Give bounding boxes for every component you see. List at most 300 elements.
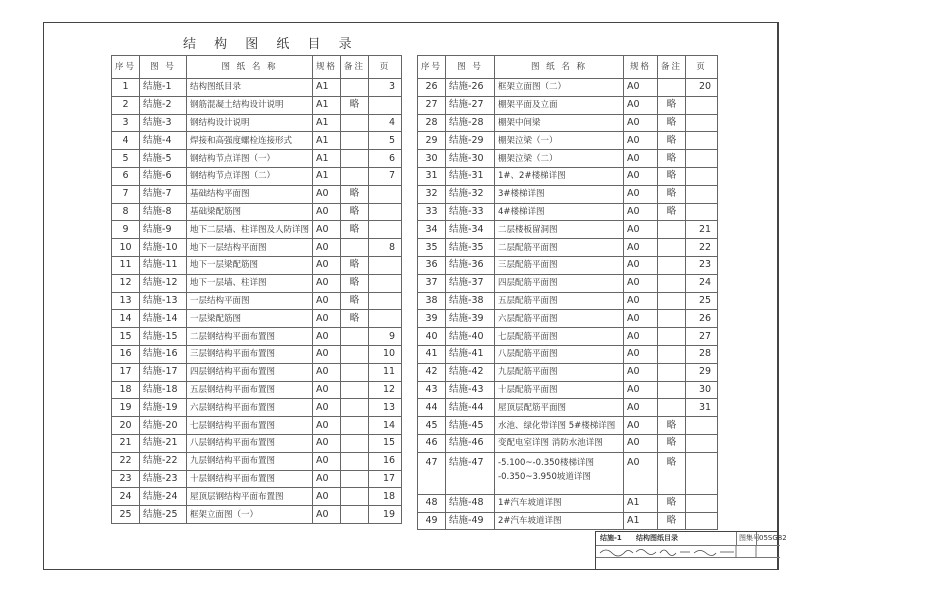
- drawing-name: 1#、2#楼梯详图: [495, 167, 624, 185]
- drawing-name: 屋顶层配筋平面图: [495, 399, 624, 417]
- table-row: [418, 452, 718, 494]
- page-number: 10: [369, 345, 402, 363]
- page-number: 3: [369, 79, 402, 97]
- table-row: [112, 167, 402, 185]
- sheet-size: A1: [313, 114, 341, 132]
- page-number: 14: [369, 417, 402, 435]
- page-number: [686, 494, 718, 512]
- drawing-code: 结施-18: [140, 381, 187, 399]
- row-number: 46: [418, 434, 446, 452]
- table-row: [112, 221, 402, 239]
- page-number: 31: [686, 399, 718, 417]
- row-number: 49: [418, 512, 446, 530]
- page-number: [686, 96, 718, 114]
- drawing-code: 结施-9: [140, 221, 187, 239]
- table-row: [112, 399, 402, 417]
- note: [658, 363, 686, 381]
- row-number: 8: [112, 203, 140, 221]
- table-row: [418, 328, 718, 346]
- drawing-code: 结施-8: [140, 203, 187, 221]
- drawing-name: 四层钢结构平面布置图: [187, 363, 313, 381]
- drawing-code: 结施-13: [140, 292, 187, 310]
- drawing-name: 钢筋混凝土结构设计说明: [187, 96, 313, 114]
- header-no: 序号: [418, 56, 446, 79]
- note: [658, 221, 686, 239]
- drawing-name: 地下一层墙、柱详图: [187, 274, 313, 292]
- drawing-code: 结施-26: [446, 79, 495, 97]
- table-row: [112, 150, 402, 168]
- drawing-name: 地下一层梁配筋图: [187, 256, 313, 274]
- drawing-code: 结施-31: [446, 167, 495, 185]
- note: [341, 434, 369, 452]
- set-number: 05SG82: [759, 534, 787, 542]
- drawing-name: 棚架泣梁（二）: [495, 150, 624, 168]
- drawing-code: 结施-6: [140, 167, 187, 185]
- signature-strip: [596, 545, 780, 557]
- page-number: 4: [369, 114, 402, 132]
- drawing-code: 结施-49: [446, 512, 495, 530]
- sheet-title: 结构图纸目录: [636, 534, 678, 542]
- drawing-name: 地下一层结构平面图: [187, 239, 313, 257]
- drawing-name: 八层配筋平面图: [495, 345, 624, 363]
- drawing-name: 五层配筋平面图: [495, 292, 624, 310]
- drawing-name: 基础梁配筋图: [187, 203, 313, 221]
- row-number: 11: [112, 256, 140, 274]
- sheet-size: A0: [313, 452, 341, 470]
- drawing-name-line1: -5.100~-0.350楼梯详图: [498, 457, 594, 468]
- sheet-size: A1: [624, 494, 658, 512]
- sheet-size: A0: [624, 399, 658, 417]
- table-row: [418, 167, 718, 185]
- note: [341, 363, 369, 381]
- drawing-name: 九层配筋平面图: [495, 363, 624, 381]
- table-row: [112, 292, 402, 310]
- row-number: 39: [418, 310, 446, 328]
- handwritten-signatures: [600, 550, 734, 557]
- table-row: [418, 292, 718, 310]
- row-number: 5: [112, 150, 140, 168]
- drawing-name: 一层梁配筋图: [187, 310, 313, 328]
- drawing-name: 二层配筋平面图: [495, 239, 624, 257]
- page-number: [686, 185, 718, 203]
- sheet-size: A0: [624, 221, 658, 239]
- row-number: 30: [418, 150, 446, 168]
- row-number: 24: [112, 488, 140, 506]
- table-row: [112, 274, 402, 292]
- header-spec: 规格: [313, 56, 341, 79]
- table-header-row: [112, 56, 402, 79]
- drawing-code: 结施-16: [140, 345, 187, 363]
- drawing-name: 钢结构设计说明: [187, 114, 313, 132]
- sheet-size: A0: [624, 452, 658, 494]
- drawing-code: 结施-35: [446, 239, 495, 257]
- title-block-signature-row: [596, 545, 780, 558]
- row-number: 4: [112, 132, 140, 150]
- row-number: 3: [112, 114, 140, 132]
- note: [341, 114, 369, 132]
- page-number: [686, 132, 718, 150]
- note: [341, 381, 369, 399]
- table-row: [112, 328, 402, 346]
- table-body-left: [112, 79, 402, 524]
- sheet-size: A0: [624, 132, 658, 150]
- sheet-size: A0: [624, 203, 658, 221]
- note: 略: [341, 310, 369, 328]
- note: [341, 167, 369, 185]
- header-note: 备注: [341, 56, 369, 79]
- drawing-name: 八层钢结构平面布置图: [187, 434, 313, 452]
- drawing-name: 二层钢结构平面布置图: [187, 328, 313, 346]
- sheet-size: A1: [313, 96, 341, 114]
- note: [658, 239, 686, 257]
- drawing-name: 焊接和高强度螺栓连接形式: [187, 132, 313, 150]
- drawing-code: 结施-37: [446, 274, 495, 292]
- drawing-code: 结施-7: [140, 185, 187, 203]
- sheet-size: A0: [624, 328, 658, 346]
- table-row: [112, 185, 402, 203]
- page-title: 结 构 图 纸 目 录: [183, 37, 359, 52]
- drawing-name: 2#汽车坡道详图: [495, 512, 624, 530]
- sheet-size: A1: [313, 167, 341, 185]
- drawing-name: 二层楼板留洞图: [495, 221, 624, 239]
- note: 略: [658, 96, 686, 114]
- table-row: [112, 132, 402, 150]
- note: 略: [341, 203, 369, 221]
- drawing-code: 结施-17: [140, 363, 187, 381]
- row-number: 14: [112, 310, 140, 328]
- drawing-code: 结施-38: [446, 292, 495, 310]
- row-number: 12: [112, 274, 140, 292]
- note: [341, 470, 369, 488]
- note: [341, 328, 369, 346]
- drawing-name: 屋顶层钢结构平面布置图: [187, 488, 313, 506]
- note: 略: [658, 185, 686, 203]
- sheet-size: A1: [624, 512, 658, 530]
- table-row: [418, 114, 718, 132]
- sheet-size: A0: [313, 417, 341, 435]
- drawing-code: 结施-30: [446, 150, 495, 168]
- row-number: 2: [112, 96, 140, 114]
- drawing-name: 4#楼梯详图: [495, 203, 624, 221]
- drawing-code: 结施-42: [446, 363, 495, 381]
- drawing-code: 结施-47: [446, 452, 495, 494]
- note: [341, 345, 369, 363]
- table-row: [112, 79, 402, 97]
- note: 略: [341, 256, 369, 274]
- drawing-code: 结施-48: [446, 494, 495, 512]
- note: 略: [658, 132, 686, 150]
- page-number: 8: [369, 239, 402, 257]
- drawing-name: 框架立面图（二）: [495, 79, 624, 97]
- index-table-right: [417, 55, 718, 530]
- page-number: 30: [686, 381, 718, 399]
- drawing-name: 七层钢结构平面布置图: [187, 417, 313, 435]
- row-number: 17: [112, 363, 140, 381]
- row-number: 18: [112, 381, 140, 399]
- sheet-size: A0: [313, 274, 341, 292]
- page-number: [369, 203, 402, 221]
- row-number: 44: [418, 399, 446, 417]
- drawing-name: 钢结构节点详图（一）: [187, 150, 313, 168]
- note: [658, 328, 686, 346]
- note: [341, 488, 369, 506]
- page-number: 19: [369, 506, 402, 524]
- sheet-size: A1: [313, 79, 341, 97]
- sheet-size: A0: [313, 434, 341, 452]
- sheet-size: A0: [624, 167, 658, 185]
- row-number: 10: [112, 239, 140, 257]
- row-number: 48: [418, 494, 446, 512]
- drawing-code: 结施-10: [140, 239, 187, 257]
- drawing-code: 结施-24: [140, 488, 187, 506]
- drawing-code: 结施-46: [446, 434, 495, 452]
- table-row: [418, 150, 718, 168]
- drawing-name-line2: -0.350~3.950坡道详图: [498, 471, 591, 482]
- drawing-name: 十层钢结构平面布置图: [187, 470, 313, 488]
- page-number: 7: [369, 167, 402, 185]
- table-row: [418, 345, 718, 363]
- drawing-name: [495, 452, 624, 494]
- drawing-code: 结施-12: [140, 274, 187, 292]
- note: [341, 452, 369, 470]
- note: 略: [658, 167, 686, 185]
- drawing-code: 结施-44: [446, 399, 495, 417]
- drawing-name: 棚架平面及立面: [495, 96, 624, 114]
- table-row: [418, 239, 718, 257]
- page-number: [369, 274, 402, 292]
- drawing-code: 结施-21: [140, 434, 187, 452]
- sheet-size: A0: [313, 239, 341, 257]
- table-row: [112, 434, 402, 452]
- drawing-code: 结施-22: [140, 452, 187, 470]
- row-number: 31: [418, 167, 446, 185]
- sheet-size: A0: [624, 310, 658, 328]
- note: [341, 417, 369, 435]
- drawing-code: 结施-28: [446, 114, 495, 132]
- row-number: 29: [418, 132, 446, 150]
- row-number: 20: [112, 417, 140, 435]
- note: 略: [341, 274, 369, 292]
- row-number: 43: [418, 381, 446, 399]
- sheet-size: A0: [624, 114, 658, 132]
- table-body-right: [418, 79, 718, 530]
- drawing-code: 结施-36: [446, 256, 495, 274]
- drawing-code: 结施-39: [446, 310, 495, 328]
- drawing-name: 棚架中间梁: [495, 114, 624, 132]
- row-number: 36: [418, 256, 446, 274]
- page-number: 28: [686, 345, 718, 363]
- header-no: 序号: [112, 56, 140, 79]
- table-row: [418, 399, 718, 417]
- drawing-code: 结施-19: [140, 399, 187, 417]
- table-row: [418, 417, 718, 435]
- row-number: 1: [112, 79, 140, 97]
- drawing-code: 结施-41: [446, 345, 495, 363]
- table-row: [112, 417, 402, 435]
- note: [658, 256, 686, 274]
- row-number: 38: [418, 292, 446, 310]
- drawing-name: 九层钢结构平面布置图: [187, 452, 313, 470]
- note: 略: [341, 185, 369, 203]
- page-number: 5: [369, 132, 402, 150]
- note: [658, 292, 686, 310]
- drawing-code: 结施-29: [446, 132, 495, 150]
- row-number: 13: [112, 292, 140, 310]
- drawing-name: 三层配筋平面图: [495, 256, 624, 274]
- table-row: [112, 114, 402, 132]
- sheet-size: A0: [624, 185, 658, 203]
- table-row: [112, 381, 402, 399]
- page-number: [686, 167, 718, 185]
- row-number: 32: [418, 185, 446, 203]
- page-number: [686, 203, 718, 221]
- drawing-name: 框架立面图（一）: [187, 506, 313, 524]
- note: 略: [341, 292, 369, 310]
- page-number: 21: [686, 221, 718, 239]
- page-number: [686, 452, 718, 494]
- drawing-name: 十层配筋平面图: [495, 381, 624, 399]
- sheet-size: A0: [624, 363, 658, 381]
- drawing-name: 1#汽车坡道详图: [495, 494, 624, 512]
- row-number: 45: [418, 417, 446, 435]
- drawing-name: 一层结构平面图: [187, 292, 313, 310]
- divider: [756, 532, 757, 545]
- note: [658, 381, 686, 399]
- sheet-size: A0: [624, 381, 658, 399]
- page-number: [369, 310, 402, 328]
- note: [658, 79, 686, 97]
- page-number: [369, 292, 402, 310]
- header-page: 页: [686, 56, 718, 79]
- drawing-code: 结施-43: [446, 381, 495, 399]
- table-row: [112, 363, 402, 381]
- page-number: 22: [686, 239, 718, 257]
- row-number: 41: [418, 345, 446, 363]
- drawing-code: 结施-2: [140, 96, 187, 114]
- table-row: [418, 434, 718, 452]
- row-number: 35: [418, 239, 446, 257]
- title-block: [595, 531, 787, 570]
- drawing-name: 四层配筋平面图: [495, 274, 624, 292]
- table-row: [418, 185, 718, 203]
- page-number: [686, 434, 718, 452]
- page-number: 17: [369, 470, 402, 488]
- page-number: [686, 114, 718, 132]
- note: 略: [658, 494, 686, 512]
- drawing-name: 七层配筋平面图: [495, 328, 624, 346]
- note: 略: [341, 96, 369, 114]
- sheet-size: A0: [313, 328, 341, 346]
- row-number: 15: [112, 328, 140, 346]
- table-row: [418, 221, 718, 239]
- sheet-size: A0: [624, 274, 658, 292]
- page-number: [369, 96, 402, 114]
- page-number: 27: [686, 328, 718, 346]
- sheet-size: A0: [313, 470, 341, 488]
- table-row: [112, 239, 402, 257]
- sheet-size: A1: [313, 150, 341, 168]
- row-number: 16: [112, 345, 140, 363]
- page-number: 15: [369, 434, 402, 452]
- sheet-size: A0: [624, 345, 658, 363]
- row-number: 27: [418, 96, 446, 114]
- note: [341, 150, 369, 168]
- note: [341, 79, 369, 97]
- drawing-code: 结施-1: [140, 79, 187, 97]
- sheet-size: A0: [313, 399, 341, 417]
- sheet-size: A1: [313, 132, 341, 150]
- header-code: 图 号: [140, 56, 187, 79]
- header-note: 备注: [658, 56, 686, 79]
- page-number: [369, 256, 402, 274]
- sheet-size: A0: [313, 363, 341, 381]
- row-number: 7: [112, 185, 140, 203]
- drawing-code: 结施-15: [140, 328, 187, 346]
- note: 略: [341, 221, 369, 239]
- drawing-code: 结施-40: [446, 328, 495, 346]
- table-row: [112, 96, 402, 114]
- sheet-size: A0: [624, 256, 658, 274]
- table-row: [418, 96, 718, 114]
- sheet-size: A0: [624, 150, 658, 168]
- row-number: 47: [418, 452, 446, 494]
- drawing-name: 3#楼梯详图: [495, 185, 624, 203]
- drawing-code: 结施-45: [446, 417, 495, 435]
- drawing-name: 地下二层墙、柱详图及人防详图: [187, 221, 313, 239]
- note: 略: [658, 150, 686, 168]
- page-number: 26: [686, 310, 718, 328]
- divider: [736, 532, 737, 545]
- table-row: [418, 203, 718, 221]
- row-number: 21: [112, 434, 140, 452]
- drawing-name: 水池、绿化带详图 5#楼梯详图: [495, 417, 624, 435]
- row-number: 28: [418, 114, 446, 132]
- drawing-code: 结施-27: [446, 96, 495, 114]
- table-row: [418, 381, 718, 399]
- table-row: [418, 132, 718, 150]
- table-row: [112, 256, 402, 274]
- sheet-size: A0: [313, 185, 341, 203]
- page-number: 29: [686, 363, 718, 381]
- row-number: 22: [112, 452, 140, 470]
- table-row: [112, 488, 402, 506]
- table-row: [112, 203, 402, 221]
- header-code: 图 号: [446, 56, 495, 79]
- table-row: [418, 363, 718, 381]
- row-number: 25: [112, 506, 140, 524]
- row-number: 26: [418, 79, 446, 97]
- note: [658, 345, 686, 363]
- drawing-name: 五层钢结构平面布置图: [187, 381, 313, 399]
- drawing-name: 六层配筋平面图: [495, 310, 624, 328]
- page-number: [686, 512, 718, 530]
- page-number: 25: [686, 292, 718, 310]
- note: 略: [658, 203, 686, 221]
- sheet-size: A0: [313, 203, 341, 221]
- sheet-size: A0: [624, 239, 658, 257]
- sheet-size: A0: [313, 345, 341, 363]
- page-number: 6: [369, 150, 402, 168]
- header-page: 页: [369, 56, 402, 79]
- drawing-name: 基础结构平面图: [187, 185, 313, 203]
- page-number: 9: [369, 328, 402, 346]
- table-row: [418, 256, 718, 274]
- sheet-size: A0: [313, 310, 341, 328]
- sheet-size: A0: [624, 96, 658, 114]
- drawing-name: 钢结构节点详图（二）: [187, 167, 313, 185]
- drawing-name: 六层钢结构平面布置图: [187, 399, 313, 417]
- table-row: [112, 345, 402, 363]
